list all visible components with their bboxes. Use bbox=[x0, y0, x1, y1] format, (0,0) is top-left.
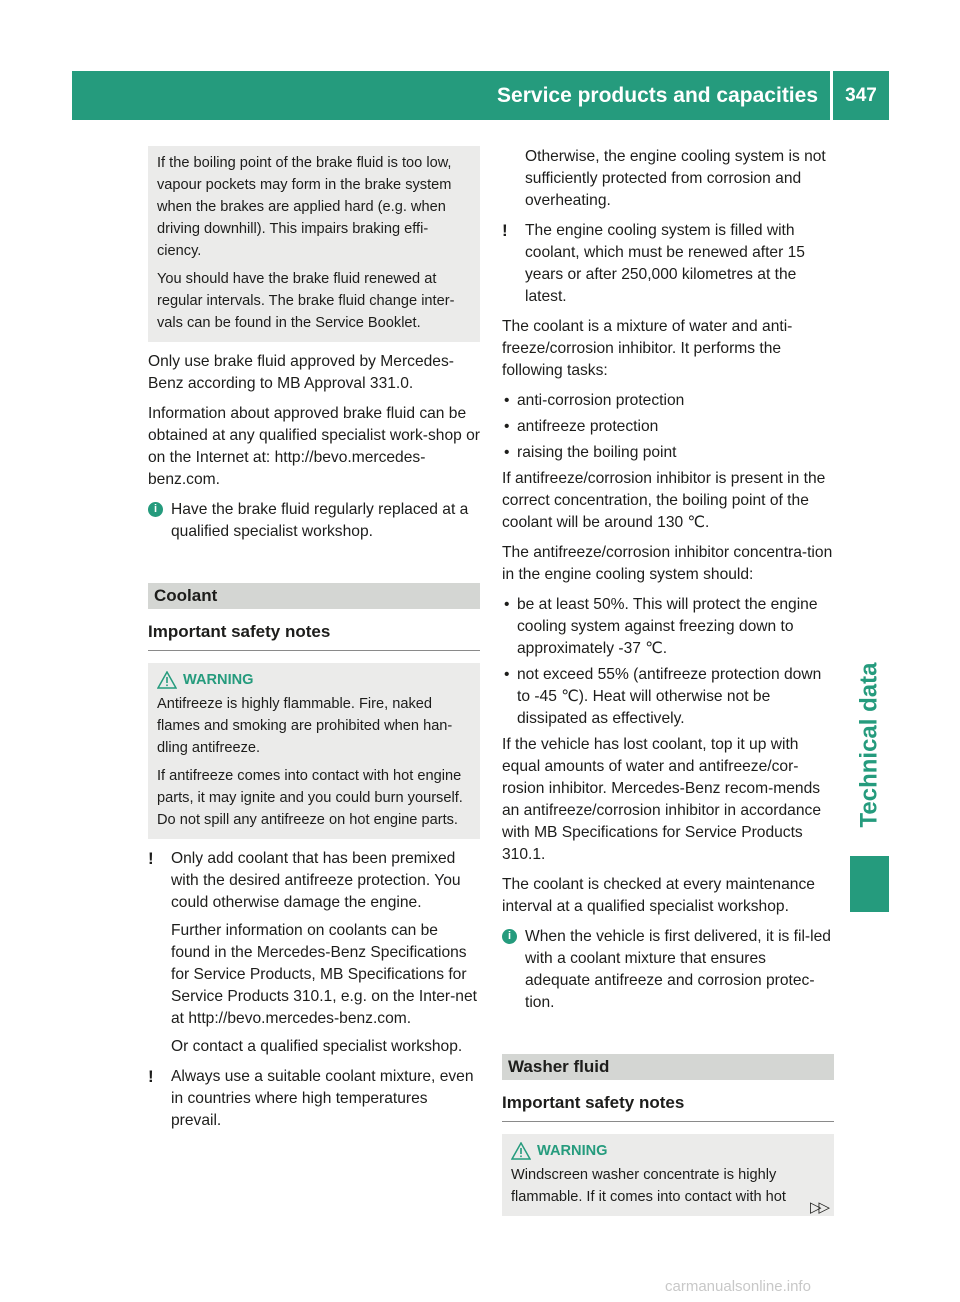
exclamation-icon: ! bbox=[148, 1067, 154, 1086]
box-paragraph: You should have the brake fluid renewed at regular intervals. The brake fluid change inter-vals can be found in the Service Booklet. bbox=[157, 271, 455, 331]
list-item: • be at least 50%. This will protect the engine cooling system against freezing down to approximately -37 ℃. bbox=[502, 594, 834, 660]
info-icon: i bbox=[502, 929, 517, 944]
subsection-title: Important safety notes bbox=[148, 619, 480, 651]
side-tab-label: Technical data bbox=[855, 662, 883, 828]
right-column bbox=[502, 146, 834, 1225]
caution-text: Only add coolant that has been premixed with the desired antifreeze protection. You could otherwise damage the engine. bbox=[171, 850, 461, 911]
paragraph: The coolant is checked at every maintenance interval at a qualified specialist workshop. bbox=[502, 876, 815, 915]
caution-text: Always use a suitable coolant mixture, even in countries where high temperatures prevail. bbox=[171, 1068, 474, 1129]
warning-text: Windscreen washer concentrate is highly flammable. If it comes into contact with hot bbox=[511, 1167, 786, 1205]
warning-box bbox=[502, 1134, 834, 1216]
subsection-title: Important safety notes bbox=[502, 1090, 834, 1122]
caution-note bbox=[148, 1066, 480, 1132]
warning-triangle-icon bbox=[157, 671, 177, 689]
paragraph: Only use brake fluid approved by Mercedes-Benz according to MB Approval 331.0. bbox=[148, 353, 454, 392]
warning-header bbox=[511, 1140, 825, 1162]
info-text: When the vehicle is first delivered, it is fil-led with a coolant mixture that ensures adequate antifreeze and corrosion protec-tion. bbox=[525, 928, 831, 1011]
info-note bbox=[502, 926, 834, 1014]
warning-label: WARNING bbox=[537, 1143, 608, 1159]
info-note bbox=[148, 499, 480, 543]
warning-text: Antifreeze is highly flammable. Fire, naked flames and smoking are prohibited when han-dling antifreeze. bbox=[157, 696, 453, 756]
paragraph: The antifreeze/corrosion inhibitor concentra-tion in the engine cooling system should: bbox=[502, 544, 833, 583]
caution-text: Or contact a qualified specialist workshop. bbox=[171, 1038, 463, 1055]
warning-header bbox=[157, 669, 471, 691]
caution-text: Further information on coolants can be found in the Mercedes-Benz Specifications for Service Products, MB Specifications for Service Products 310.1, e.g. on the Inter-net at http://bevo.mercedes-benz.com. bbox=[171, 922, 477, 1027]
section-title: Washer fluid bbox=[502, 1054, 834, 1080]
caution-text: The engine cooling system is filled with coolant, which must be renewed after 15 years or after 250,000 kilometres at the latest. bbox=[525, 222, 805, 305]
warning-label: WARNING bbox=[183, 672, 254, 688]
section-title: Coolant bbox=[148, 583, 480, 609]
page-number: 347 bbox=[845, 84, 877, 106]
side-tab bbox=[850, 640, 889, 850]
box-paragraph: If the boiling point of the brake fluid is too low, vapour pockets may form in the brake system when the brakes are applied hard (e.g. when driving downhill). This impairs braking effi-ciency. bbox=[157, 155, 452, 259]
info-text: Have the brake fluid regularly replaced at a qualified specialist workshop. bbox=[171, 501, 469, 540]
warning-text: If antifreeze comes into contact with hot engine parts, it may ignite and you could burn yourself. Do not spill any antifreeze on hot engine parts. bbox=[157, 768, 463, 828]
list-item: • not exceed 55% (antifreeze protection down to -45 ℃). Heat will otherwise not be dissipated as effectively. bbox=[502, 664, 834, 730]
page-header bbox=[72, 71, 889, 120]
concentration-list bbox=[502, 594, 834, 730]
warning-box bbox=[148, 663, 480, 839]
header-title: Service products and capacities bbox=[497, 83, 818, 107]
continued-text: Otherwise, the engine cooling system is not sufficiently protected from corrosion and overheating. bbox=[525, 148, 826, 209]
task-list bbox=[502, 390, 834, 464]
watermark: carmanualsonline.info bbox=[665, 1278, 811, 1295]
warning-triangle-icon bbox=[511, 1142, 531, 1160]
exclamation-icon: ! bbox=[502, 221, 508, 240]
paragraph: The coolant is a mixture of water and anti-freeze/corrosion inhibitor. It performs the following tasks: bbox=[502, 318, 793, 379]
side-tab-marker bbox=[850, 856, 889, 912]
brake-fluid-box bbox=[148, 146, 480, 342]
list-item: • antifreeze protection bbox=[502, 416, 834, 438]
left-column bbox=[148, 146, 480, 1140]
continue-arrow-icon: ▷▷ bbox=[810, 1199, 828, 1216]
paragraph: If antifreeze/corrosion inhibitor is present in the correct concentration, the boiling point of the coolant will be around 130 ℃. bbox=[502, 470, 826, 531]
caution-note bbox=[148, 848, 480, 1058]
list-item: • anti-corrosion protection bbox=[502, 390, 834, 412]
paragraph: If the vehicle has lost coolant, top it up with equal amounts of water and antifreeze/cor-rosion inhibitor. Mercedes-Benz recom-mends an antifreeze/corrosion inhibitor in accordance with MB Specifications for Service Products 310.1. bbox=[502, 736, 821, 863]
list-item: • raising the boiling point bbox=[502, 442, 834, 464]
paragraph: Information about approved brake fluid can be obtained at any qualified specialist work-shop or on the Internet at: http://bevo.mercedes-benz.com. bbox=[148, 405, 480, 488]
exclamation-icon: ! bbox=[148, 849, 154, 868]
caution-note bbox=[502, 220, 834, 308]
info-icon: i bbox=[148, 502, 163, 517]
